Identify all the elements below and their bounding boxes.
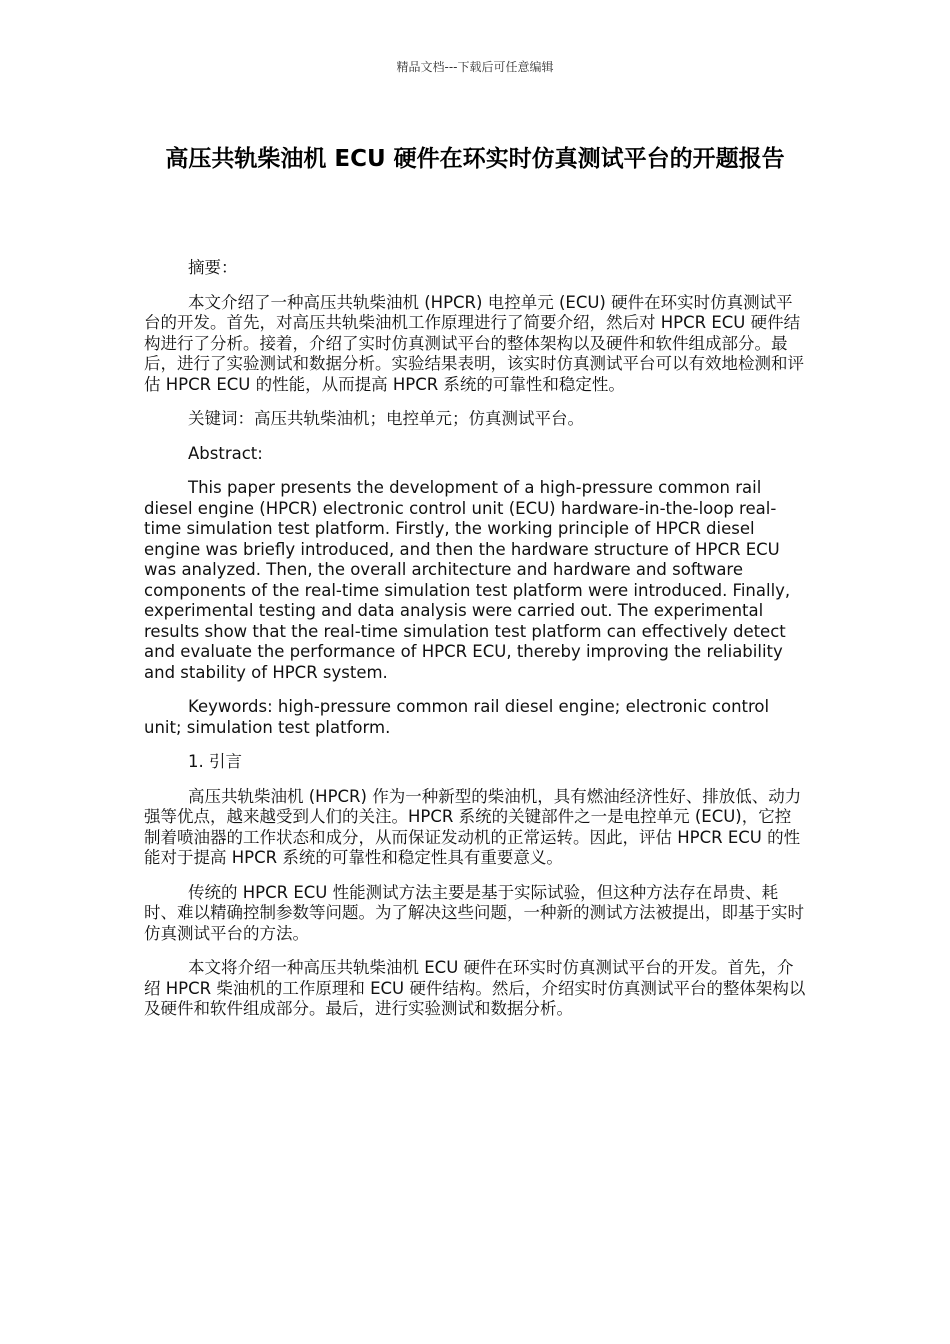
document-title: 高压共轨柴油机 ECU 硬件在环实时仿真测试平台的开题报告: [165, 146, 785, 172]
document-body: [144, 258, 806, 1034]
section-paragraph: 高压共轨柴油机 (HPCR) 作为一种新型的柴油机，具有燃油经济性好、排放低、动力强等优点，越来越受到人们的关注。HPCR 系统的关键部件之一是电控单元 (ECU)，它控制着喷油器的工作状态和成分，从而保证发动机的正常运转。因此，评估 HPCR ECU 的性能对于提高 HPCR 系统的可靠性和稳定性具有重要意义。: [144, 786, 802, 867]
section-paragraph: 传统的 HPCR ECU 性能测试方法主要是基于实际试验，但这种方法存在昂贵、耗时、难以精确控制参数等问题。为了解决这些问题，一种新的测试方法被提出，即基于实时仿真测试平台的方法。: [144, 882, 804, 943]
keywords-en: Keywords: high-pressure common rail diesel engine; electronic control unit; simulation test platform.: [144, 697, 770, 737]
abstract-en-body: This paper presents the development of a high-pressure common rail diesel engine (HPCR) electronic control unit (ECU) hardware-in-the-loop real-time simulation test platform. Firstly, the working principle of HPCR diesel engine was briefly introduced, and then the hardware structure of HPCR ECU was analyzed. Then, the overall architecture and hardware and software components of the real-time simulation test platform were introduced. Finally, experimental testing and data analysis were carried out. The experimental results show that the real-time simulation test platform can effectively detect and evaluate the performance of HPCR ECU, thereby improving the reliability and stability of HPCR system.: [144, 478, 791, 682]
section-heading: 1. 引言: [188, 752, 242, 771]
abstract-en-label: Abstract:: [188, 443, 263, 463]
header-note: 精品文档---下载后可任意编辑: [396, 60, 554, 74]
keywords-cn: 关键词：高压共轨柴油机；电控单元；仿真测试平台。: [188, 409, 584, 428]
abstract-cn-body: 本文介绍了一种高压共轨柴油机 (HPCR) 电控单元 (ECU) 硬件在环实时仿真测试平台的开发。首先，对高压共轨柴油机工作原理进行了简要介绍，然后对 HPCR ECU 硬件结构进行了分析。接着，介绍了实时仿真测试平台的整体架构以及硬件和软件组成部分。最后，进行了实验测试和数据分析。实验结果表明，该实时仿真测试平台可以有效地检测和评估 HPCR ECU 的性能，从而提高 HPCR 系统的可靠性和稳定性。: [144, 292, 804, 394]
section-paragraph: 本文将介绍一种高压共轨柴油机 ECU 硬件在环实时仿真测试平台的开发。首先，介绍 HPCR 柴油机的工作原理和 ECU 硬件结构。然后，介绍实时仿真测试平台的整体架构以及硬件和软件组成部分。最后，进行实验测试和数据分析。: [144, 958, 806, 1018]
abstract-cn-label: 摘要：: [188, 258, 238, 277]
